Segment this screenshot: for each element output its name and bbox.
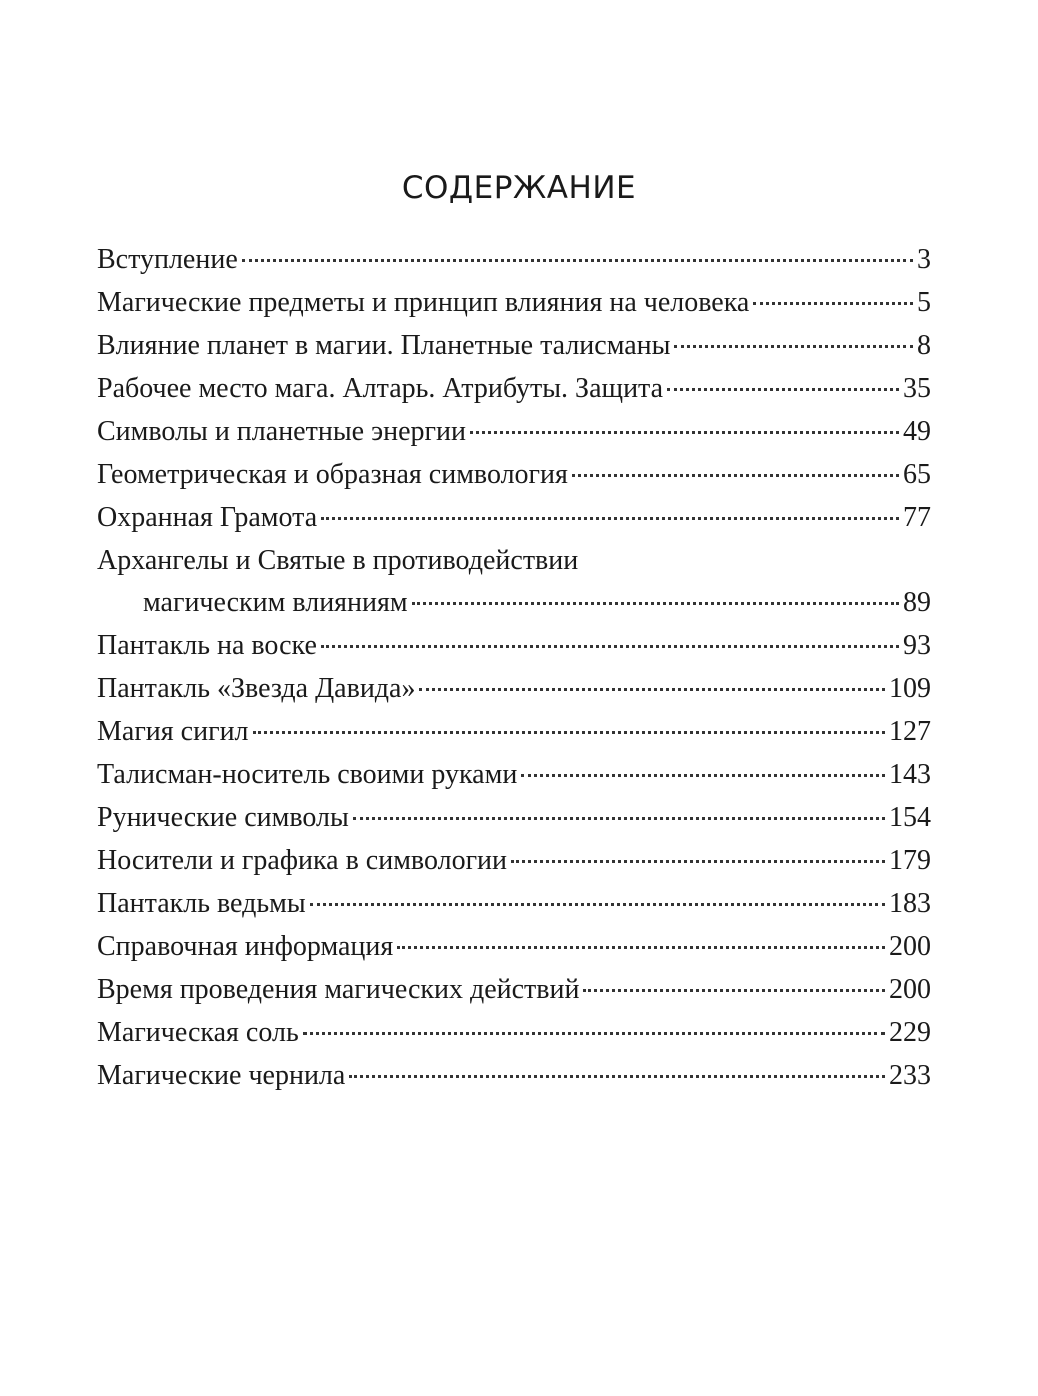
toc-entry-page: 154 bbox=[889, 802, 931, 833]
toc-entry-page: 127 bbox=[889, 716, 931, 747]
toc-entry-page: 8 bbox=[917, 330, 931, 361]
toc-entry-label: Пантакль «Звезда Давида» bbox=[97, 673, 416, 704]
toc-entry bbox=[97, 798, 931, 841]
toc-entry-first-line bbox=[97, 541, 931, 583]
dot-leader bbox=[511, 860, 885, 863]
toc-entry-page: 89 bbox=[903, 587, 931, 618]
toc-entry-label: Магические предметы и принцип влияния на человека bbox=[97, 287, 750, 318]
toc-list bbox=[97, 240, 931, 1099]
toc-entry bbox=[97, 1013, 931, 1056]
toc-entry bbox=[97, 626, 931, 669]
toc-entry-label-line1: Архангелы и Святые в противодействии bbox=[97, 545, 579, 576]
toc-entry-label: Рунические символы bbox=[97, 802, 349, 833]
dot-leader bbox=[321, 645, 899, 648]
toc-entry-page: 49 bbox=[903, 416, 931, 447]
toc-entry bbox=[97, 755, 931, 798]
toc-entry-label: Магические чернила bbox=[97, 1060, 346, 1091]
toc-entry bbox=[97, 412, 931, 455]
toc-entry bbox=[97, 669, 931, 712]
toc-entry-page: 93 bbox=[903, 630, 931, 661]
toc-entry-label: Магия сигил bbox=[97, 716, 249, 747]
toc-entry bbox=[97, 712, 931, 755]
dot-leader bbox=[253, 731, 885, 734]
dot-leader bbox=[667, 388, 899, 391]
dot-leader bbox=[674, 345, 913, 348]
toc-entry-page: 65 bbox=[903, 459, 931, 490]
toc-entry-label: Справочная информация bbox=[97, 931, 394, 962]
toc-entry-page: 200 bbox=[889, 931, 931, 962]
toc-entry-label: Пантакль ведьмы bbox=[97, 888, 306, 919]
dot-leader bbox=[353, 817, 885, 820]
toc-entry-label: Влияние планет в магии. Планетные талисманы bbox=[97, 330, 671, 361]
toc-entry bbox=[97, 884, 931, 927]
dot-leader bbox=[470, 431, 899, 434]
toc-entry bbox=[97, 583, 931, 626]
toc-entry bbox=[97, 498, 931, 541]
dot-leader bbox=[303, 1032, 885, 1035]
dot-leader bbox=[412, 602, 899, 605]
toc-entry-label: Рабочее место мага. Алтарь. Атрибуты. Защита bbox=[97, 373, 664, 404]
toc-entry-page: 77 bbox=[903, 502, 931, 533]
toc-entry-page: 233 bbox=[889, 1060, 931, 1091]
toc-entry-label: Магическая соль bbox=[97, 1017, 299, 1048]
toc-entry bbox=[97, 455, 931, 498]
dot-leader bbox=[753, 302, 913, 305]
dot-leader bbox=[349, 1075, 885, 1078]
toc-entry bbox=[97, 841, 931, 884]
dot-leader bbox=[583, 989, 885, 992]
toc-entry-page: 229 bbox=[889, 1017, 931, 1048]
toc-entry-label: Символы и планетные энергии bbox=[97, 416, 466, 447]
toc-entry-label: магическим влияниям bbox=[143, 587, 408, 618]
dot-leader bbox=[242, 259, 913, 262]
toc-entry-page: 179 bbox=[889, 845, 931, 876]
toc-entry bbox=[97, 326, 931, 369]
toc-entry-label: Охранная Грамота bbox=[97, 502, 318, 533]
toc-entry bbox=[97, 283, 931, 326]
dot-leader bbox=[419, 688, 885, 691]
toc-entry-page: 5 bbox=[917, 287, 931, 318]
toc-title: СОДЕРЖАНИЕ bbox=[401, 170, 637, 206]
toc-entry bbox=[97, 240, 931, 283]
toc-entry-page: 3 bbox=[917, 244, 931, 275]
dot-leader bbox=[397, 946, 885, 949]
dot-leader bbox=[310, 903, 885, 906]
toc-entry bbox=[97, 1056, 931, 1099]
dot-leader bbox=[321, 517, 899, 520]
dot-leader bbox=[521, 774, 885, 777]
dot-leader bbox=[572, 474, 899, 477]
toc-entry bbox=[97, 369, 931, 412]
toc-entry-label: Пантакль на воске bbox=[97, 630, 317, 661]
toc-entry-page: 109 bbox=[889, 673, 931, 704]
toc-entry-label: Время проведения магических действий bbox=[97, 974, 580, 1005]
toc-entry-page: 143 bbox=[889, 759, 931, 790]
toc-entry-page: 200 bbox=[889, 974, 931, 1005]
toc-entry-label: Талисман-носитель своими руками bbox=[97, 759, 518, 790]
toc-entry-label: Носители и графика в символогии bbox=[97, 845, 508, 876]
toc-entry bbox=[97, 970, 931, 1013]
toc-entry-page: 35 bbox=[903, 373, 931, 404]
toc-entry-label: Геометрическая и образная симвология bbox=[97, 459, 568, 490]
toc-entry-label: Вступление bbox=[97, 244, 238, 275]
toc-entry-page: 183 bbox=[889, 888, 931, 919]
toc-entry bbox=[97, 927, 931, 970]
